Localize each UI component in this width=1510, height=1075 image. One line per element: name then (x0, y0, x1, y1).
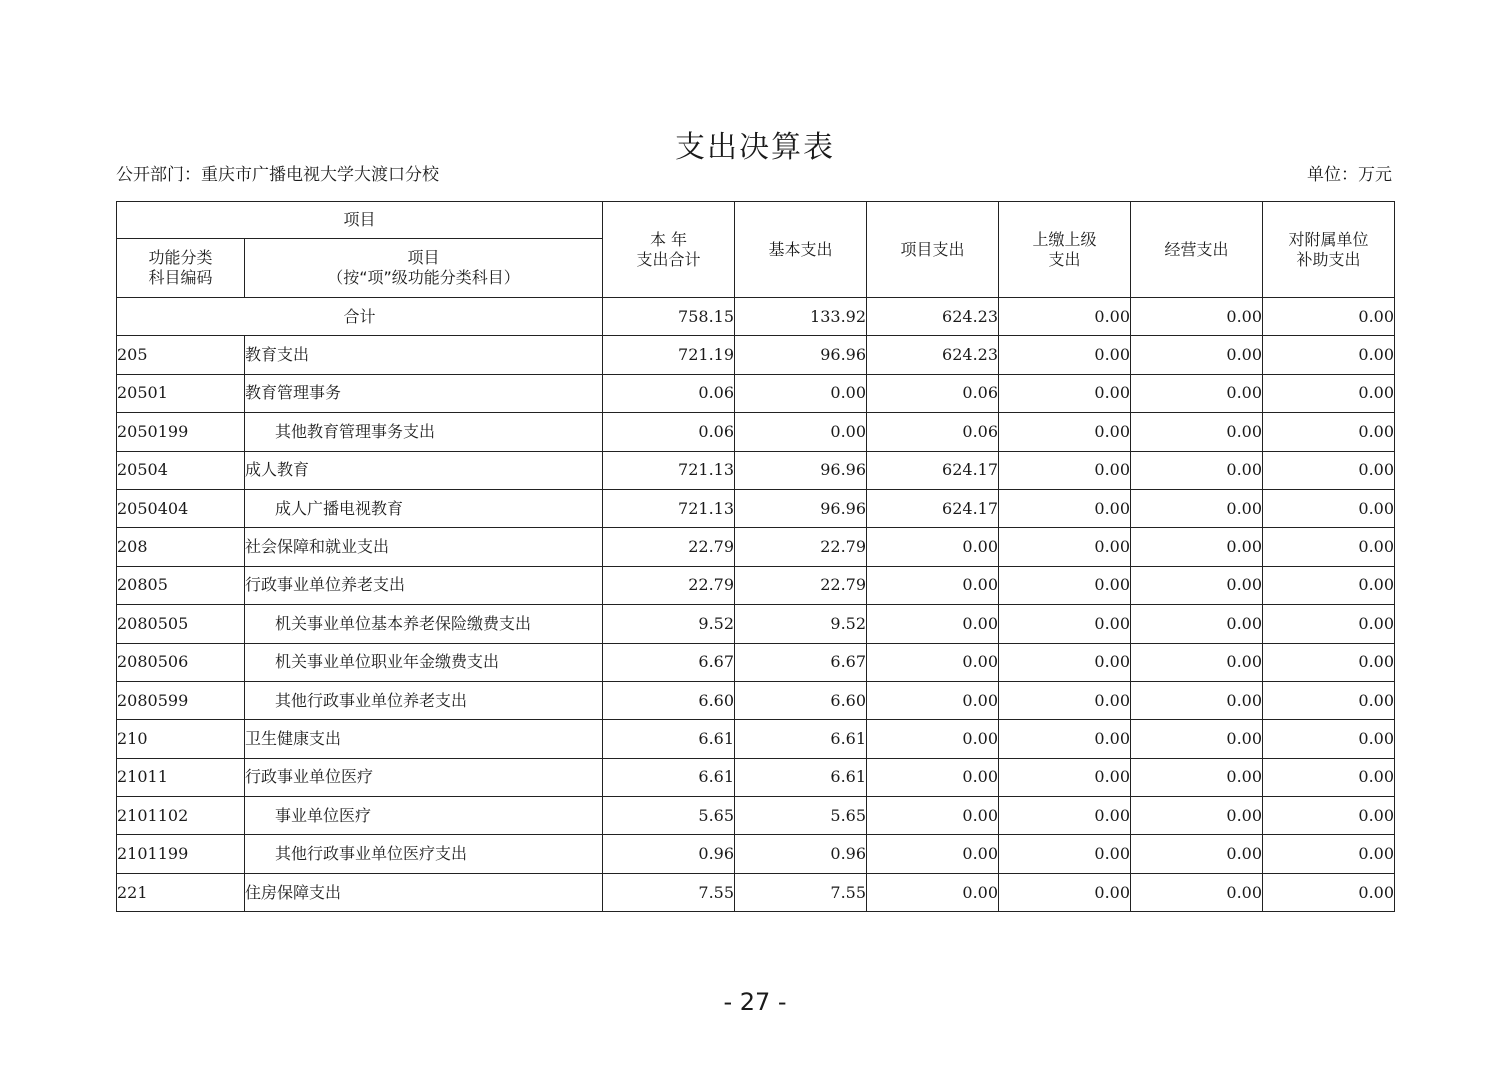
table-row (117, 758, 1395, 796)
amount-cell: 96.96 (735, 489, 867, 527)
amount-cell: 0.00 (1263, 528, 1395, 566)
function-code-cell: 221 (117, 873, 245, 911)
amount-cell: 0.00 (999, 643, 1131, 681)
function-code-cell: 21011 (117, 758, 245, 796)
amount-cell: 22.79 (603, 528, 735, 566)
table-row (117, 605, 1395, 643)
amount-cell: 0.00 (1263, 758, 1395, 796)
project-name-cell: 卫生健康支出 (245, 720, 603, 758)
function-code-cell: 210 (117, 720, 245, 758)
project-group-header: 项目 (117, 202, 603, 239)
amount-cell: 0.00 (1263, 413, 1395, 451)
amount-cell: 624.17 (867, 489, 999, 527)
amount-cell: 0.00 (867, 643, 999, 681)
function-code-cell: 20504 (117, 451, 245, 489)
amount-cell: 6.61 (603, 758, 735, 796)
project-name-cell: 行政事业单位医疗 (245, 758, 603, 796)
total-value: 0.00 (1131, 298, 1263, 336)
amount-cell: 0.00 (1131, 643, 1263, 681)
amount-cell: 6.67 (603, 643, 735, 681)
amount-cell: 0.00 (1263, 797, 1395, 835)
amount-cell: 0.00 (867, 566, 999, 604)
basic-expenditure-header: 基本支出 (735, 202, 867, 298)
page-number: - 27 - (723, 988, 787, 1016)
expenditure-table (116, 201, 1395, 912)
amount-cell: 0.00 (1131, 413, 1263, 451)
amount-cell: 0.00 (867, 528, 999, 566)
table-row (117, 566, 1395, 604)
function-code-cell: 2050404 (117, 489, 245, 527)
amount-cell: 6.61 (603, 720, 735, 758)
business-expenditure-header: 经营支出 (1131, 202, 1263, 298)
amount-cell: 0.00 (867, 758, 999, 796)
amount-cell: 0.06 (867, 374, 999, 412)
table-row (117, 835, 1395, 873)
page-title: 支出决算表 (675, 130, 835, 165)
amount-cell: 0.00 (999, 605, 1131, 643)
project-name-cell: 成人教育 (245, 451, 603, 489)
amount-cell: 6.60 (603, 681, 735, 719)
project-name-cell: 教育支出 (245, 336, 603, 374)
amount-cell: 624.23 (867, 336, 999, 374)
amount-cell: 0.00 (867, 720, 999, 758)
amount-cell: 22.79 (603, 566, 735, 604)
amount-cell: 0.00 (1263, 835, 1395, 873)
table-row (117, 643, 1395, 681)
amount-cell: 721.13 (603, 451, 735, 489)
amount-cell: 721.19 (603, 336, 735, 374)
total-row (117, 298, 1395, 336)
amount-cell: 22.79 (735, 528, 867, 566)
amount-cell: 0.00 (1131, 374, 1263, 412)
amount-cell: 0.00 (1263, 451, 1395, 489)
amount-cell: 6.61 (735, 758, 867, 796)
department-label: 公开部门：重庆市广播电视大学大渡口分校 (116, 165, 439, 185)
amount-cell: 0.00 (1131, 489, 1263, 527)
project-name-cell: 社会保障和就业支出 (245, 528, 603, 566)
table-row (117, 797, 1395, 835)
table-row (117, 681, 1395, 719)
total-expenditure-header: 本 年 支出合计 (603, 202, 735, 298)
amount-cell: 0.00 (999, 873, 1131, 911)
function-code-cell: 2080599 (117, 681, 245, 719)
table-row (117, 374, 1395, 412)
amount-cell: 721.13 (603, 489, 735, 527)
amount-cell: 6.61 (735, 720, 867, 758)
function-code-cell: 2050199 (117, 413, 245, 451)
amount-cell: 0.00 (999, 489, 1131, 527)
total-value: 133.92 (735, 298, 867, 336)
amount-cell: 0.06 (603, 413, 735, 451)
project-name-cell: 机关事业单位职业年金缴费支出 (245, 643, 603, 681)
amount-cell: 0.00 (867, 605, 999, 643)
table-body (117, 298, 1395, 912)
amount-cell: 0.00 (1263, 374, 1395, 412)
amount-cell: 0.00 (1263, 643, 1395, 681)
amount-cell: 0.00 (1131, 336, 1263, 374)
amount-cell: 0.00 (999, 681, 1131, 719)
amount-cell: 0.00 (999, 374, 1131, 412)
amount-cell: 5.65 (603, 797, 735, 835)
amount-cell: 22.79 (735, 566, 867, 604)
function-code-cell: 20501 (117, 374, 245, 412)
amount-cell: 0.00 (999, 451, 1131, 489)
amount-cell: 0.00 (1263, 566, 1395, 604)
table-row (117, 720, 1395, 758)
amount-cell: 0.00 (999, 797, 1131, 835)
table-row (117, 528, 1395, 566)
amount-cell: 0.00 (1131, 835, 1263, 873)
project-name-cell: 教育管理事务 (245, 374, 603, 412)
amount-cell: 0.00 (1263, 720, 1395, 758)
amount-cell: 0.00 (735, 374, 867, 412)
amount-cell: 9.52 (735, 605, 867, 643)
function-code-cell: 2080506 (117, 643, 245, 681)
amount-cell: 0.00 (1131, 566, 1263, 604)
project-name-cell: 住房保障支出 (245, 873, 603, 911)
amount-cell: 0.00 (999, 758, 1131, 796)
subsidy-header: 对附属单位 补助支出 (1263, 202, 1395, 298)
amount-cell: 0.06 (867, 413, 999, 451)
function-code-cell: 2080505 (117, 605, 245, 643)
amount-cell: 96.96 (735, 336, 867, 374)
amount-cell: 0.96 (603, 835, 735, 873)
amount-cell: 0.00 (999, 835, 1131, 873)
total-value: 0.00 (999, 298, 1131, 336)
project-name-cell: 其他教育管理事务支出 (245, 413, 603, 451)
total-value: 758.15 (603, 298, 735, 336)
project-expenditure-header: 项目支出 (867, 202, 999, 298)
project-name-cell: 其他行政事业单位养老支出 (245, 681, 603, 719)
project-name-header: 项目 （按“项”级功能分类科目） (245, 239, 603, 298)
amount-cell: 0.00 (867, 835, 999, 873)
table-row (117, 413, 1395, 451)
amount-cell: 0.00 (1131, 451, 1263, 489)
table-header (117, 202, 1395, 298)
amount-cell: 0.00 (1263, 873, 1395, 911)
amount-cell: 0.00 (1131, 681, 1263, 719)
function-code-cell: 2101102 (117, 797, 245, 835)
project-name-cell: 机关事业单位基本养老保险缴费支出 (245, 605, 603, 643)
amount-cell: 0.00 (999, 336, 1131, 374)
project-name-cell: 成人广播电视教育 (245, 489, 603, 527)
unit-label: 单位：万元 (1307, 165, 1392, 185)
amount-cell: 0.00 (999, 528, 1131, 566)
amount-cell: 96.96 (735, 451, 867, 489)
amount-cell: 7.55 (603, 873, 735, 911)
project-name-cell: 事业单位医疗 (245, 797, 603, 835)
amount-cell: 6.60 (735, 681, 867, 719)
amount-cell: 0.00 (867, 797, 999, 835)
table-row (117, 451, 1395, 489)
amount-cell: 9.52 (603, 605, 735, 643)
table-row (117, 489, 1395, 527)
amount-cell: 624.17 (867, 451, 999, 489)
amount-cell: 0.96 (735, 835, 867, 873)
amount-cell: 0.00 (1263, 489, 1395, 527)
function-code-cell: 2101199 (117, 835, 245, 873)
amount-cell: 0.00 (999, 413, 1131, 451)
amount-cell: 0.00 (1131, 758, 1263, 796)
amount-cell: 0.00 (999, 566, 1131, 604)
project-name-cell: 行政事业单位养老支出 (245, 566, 603, 604)
amount-cell: 7.55 (735, 873, 867, 911)
amount-cell: 0.00 (1131, 720, 1263, 758)
function-code-cell: 205 (117, 336, 245, 374)
total-label: 合计 (117, 298, 603, 336)
function-code-cell: 208 (117, 528, 245, 566)
amount-cell: 0.00 (867, 681, 999, 719)
total-value: 0.00 (1263, 298, 1395, 336)
function-code-cell: 20805 (117, 566, 245, 604)
amount-cell: 0.00 (1263, 605, 1395, 643)
amount-cell: 0.00 (1131, 528, 1263, 566)
amount-cell: 6.67 (735, 643, 867, 681)
function-code-header: 功能分类 科目编码 (117, 239, 245, 298)
amount-cell: 0.00 (1263, 681, 1395, 719)
amount-cell: 0.00 (999, 720, 1131, 758)
amount-cell: 0.00 (735, 413, 867, 451)
amount-cell: 0.06 (603, 374, 735, 412)
project-name-cell: 其他行政事业单位医疗支出 (245, 835, 603, 873)
upper-level-header: 上缴上级 支出 (999, 202, 1131, 298)
amount-cell: 0.00 (1131, 873, 1263, 911)
table-row (117, 873, 1395, 911)
amount-cell: 0.00 (1263, 336, 1395, 374)
table-row (117, 336, 1395, 374)
amount-cell: 0.00 (1131, 605, 1263, 643)
amount-cell: 0.00 (867, 873, 999, 911)
amount-cell: 5.65 (735, 797, 867, 835)
amount-cell: 0.00 (1131, 797, 1263, 835)
total-value: 624.23 (867, 298, 999, 336)
